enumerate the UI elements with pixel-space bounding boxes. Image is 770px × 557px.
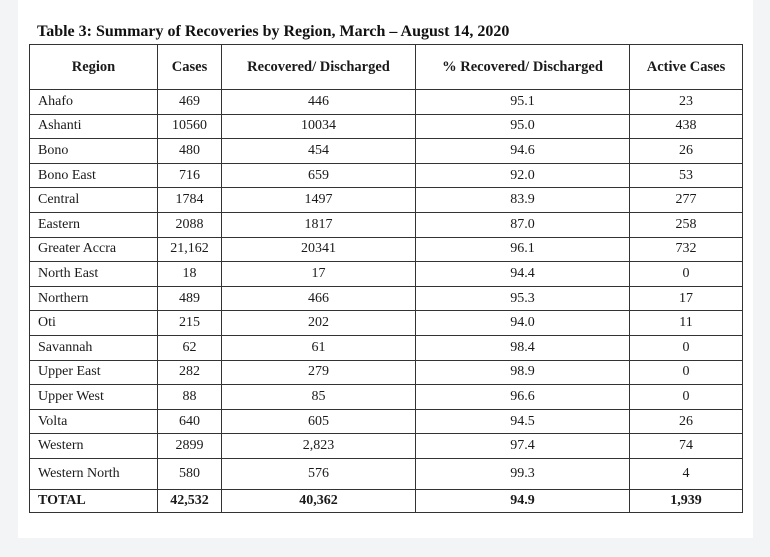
cell-recovered: 446 xyxy=(222,90,416,115)
cell-region: Western xyxy=(30,434,158,459)
cell-cases: 2899 xyxy=(158,434,222,459)
cell-cases: 10560 xyxy=(158,114,222,139)
cell-active: 0 xyxy=(630,262,743,287)
cell-pct-recovered: 96.1 xyxy=(416,237,630,262)
table-row xyxy=(30,262,743,287)
cell-active: 74 xyxy=(630,434,743,459)
cell-region: Northern xyxy=(30,286,158,311)
header-row xyxy=(30,45,743,90)
cell-pct-recovered: 94.6 xyxy=(416,139,630,164)
cell-active: 438 xyxy=(630,114,743,139)
cell-pct-recovered: 95.3 xyxy=(416,286,630,311)
table-row xyxy=(30,458,743,489)
cell-region: Volta xyxy=(30,409,158,434)
cell-active: 53 xyxy=(630,163,743,188)
cell-active: 277 xyxy=(630,188,743,213)
table-row xyxy=(30,163,743,188)
cell-pct-recovered: 94.0 xyxy=(416,311,630,336)
cell-cases: 2088 xyxy=(158,212,222,237)
cell-recovered: 1817 xyxy=(222,212,416,237)
header-recovered: Recovered/ Discharged xyxy=(222,45,416,90)
cell-recovered: 10034 xyxy=(222,114,416,139)
cell-recovered: 85 xyxy=(222,385,416,410)
cell-pct-recovered: 98.9 xyxy=(416,360,630,385)
cell-cases: 640 xyxy=(158,409,222,434)
header-region: Region xyxy=(30,45,158,90)
header-pct-recovered: % Recovered/ Discharged xyxy=(416,45,630,90)
cell-recovered: 605 xyxy=(222,409,416,434)
cell-region: Oti xyxy=(30,311,158,336)
cell-cases: 88 xyxy=(158,385,222,410)
total-label: TOTAL xyxy=(30,489,158,512)
cell-active: 26 xyxy=(630,409,743,434)
cell-recovered: 454 xyxy=(222,139,416,164)
total-cases: 42,532 xyxy=(158,489,222,512)
header-cases: Cases xyxy=(158,45,222,90)
table-row xyxy=(30,188,743,213)
table-title: Table 3: Summary of Recoveries by Region, March – August 14, 2020 xyxy=(37,23,510,40)
cell-region: Ahafo xyxy=(30,90,158,115)
cell-pct-recovered: 83.9 xyxy=(416,188,630,213)
table-row xyxy=(30,114,743,139)
cell-pct-recovered: 94.4 xyxy=(416,262,630,287)
table-row xyxy=(30,335,743,360)
cell-region: Bono xyxy=(30,139,158,164)
cell-active: 0 xyxy=(630,360,743,385)
cell-recovered: 279 xyxy=(222,360,416,385)
cell-pct-recovered: 98.4 xyxy=(416,335,630,360)
cell-cases: 21,162 xyxy=(158,237,222,262)
cell-active: 26 xyxy=(630,139,743,164)
table-row xyxy=(30,360,743,385)
table-row xyxy=(30,237,743,262)
cell-recovered: 466 xyxy=(222,286,416,311)
cell-recovered: 576 xyxy=(222,458,416,489)
cell-cases: 1784 xyxy=(158,188,222,213)
table-row xyxy=(30,286,743,311)
cell-cases: 215 xyxy=(158,311,222,336)
cell-pct-recovered: 92.0 xyxy=(416,163,630,188)
cell-region: Upper West xyxy=(30,385,158,410)
cell-cases: 282 xyxy=(158,360,222,385)
recoveries-table xyxy=(29,44,743,513)
cell-recovered: 202 xyxy=(222,311,416,336)
cell-pct-recovered: 95.1 xyxy=(416,90,630,115)
total-recovered: 40,362 xyxy=(222,489,416,512)
cell-pct-recovered: 87.0 xyxy=(416,212,630,237)
table-row xyxy=(30,385,743,410)
cell-cases: 489 xyxy=(158,286,222,311)
cell-active: 0 xyxy=(630,385,743,410)
cell-pct-recovered: 96.6 xyxy=(416,385,630,410)
cell-recovered: 659 xyxy=(222,163,416,188)
cell-recovered: 1497 xyxy=(222,188,416,213)
cell-cases: 480 xyxy=(158,139,222,164)
cell-cases: 580 xyxy=(158,458,222,489)
cell-cases: 62 xyxy=(158,335,222,360)
table-row xyxy=(30,139,743,164)
cell-active: 17 xyxy=(630,286,743,311)
cell-active: 258 xyxy=(630,212,743,237)
header-active: Active Cases xyxy=(630,45,743,90)
table-row xyxy=(30,311,743,336)
cell-pct-recovered: 95.0 xyxy=(416,114,630,139)
cell-region: North East xyxy=(30,262,158,287)
total-row xyxy=(30,489,743,512)
cell-active: 11 xyxy=(630,311,743,336)
cell-region: Upper East xyxy=(30,360,158,385)
cell-cases: 716 xyxy=(158,163,222,188)
table-row xyxy=(30,212,743,237)
cell-region: Bono East xyxy=(30,163,158,188)
total-pct: 94.9 xyxy=(416,489,630,512)
table-row xyxy=(30,90,743,115)
cell-cases: 469 xyxy=(158,90,222,115)
cell-active: 4 xyxy=(630,458,743,489)
cell-active: 732 xyxy=(630,237,743,262)
cell-pct-recovered: 97.4 xyxy=(416,434,630,459)
cell-region: Ashanti xyxy=(30,114,158,139)
cell-region: Western North xyxy=(30,458,158,489)
cell-recovered: 2,823 xyxy=(222,434,416,459)
cell-region: Greater Accra xyxy=(30,237,158,262)
cell-pct-recovered: 94.5 xyxy=(416,409,630,434)
cell-cases: 18 xyxy=(158,262,222,287)
cell-region: Eastern xyxy=(30,212,158,237)
table-row xyxy=(30,434,743,459)
cell-recovered: 61 xyxy=(222,335,416,360)
cell-active: 23 xyxy=(630,90,743,115)
cell-active: 0 xyxy=(630,335,743,360)
cell-recovered: 17 xyxy=(222,262,416,287)
cell-pct-recovered: 99.3 xyxy=(416,458,630,489)
cell-region: Central xyxy=(30,188,158,213)
total-active: 1,939 xyxy=(630,489,743,512)
table-row xyxy=(30,409,743,434)
cell-region: Savannah xyxy=(30,335,158,360)
cell-recovered: 20341 xyxy=(222,237,416,262)
